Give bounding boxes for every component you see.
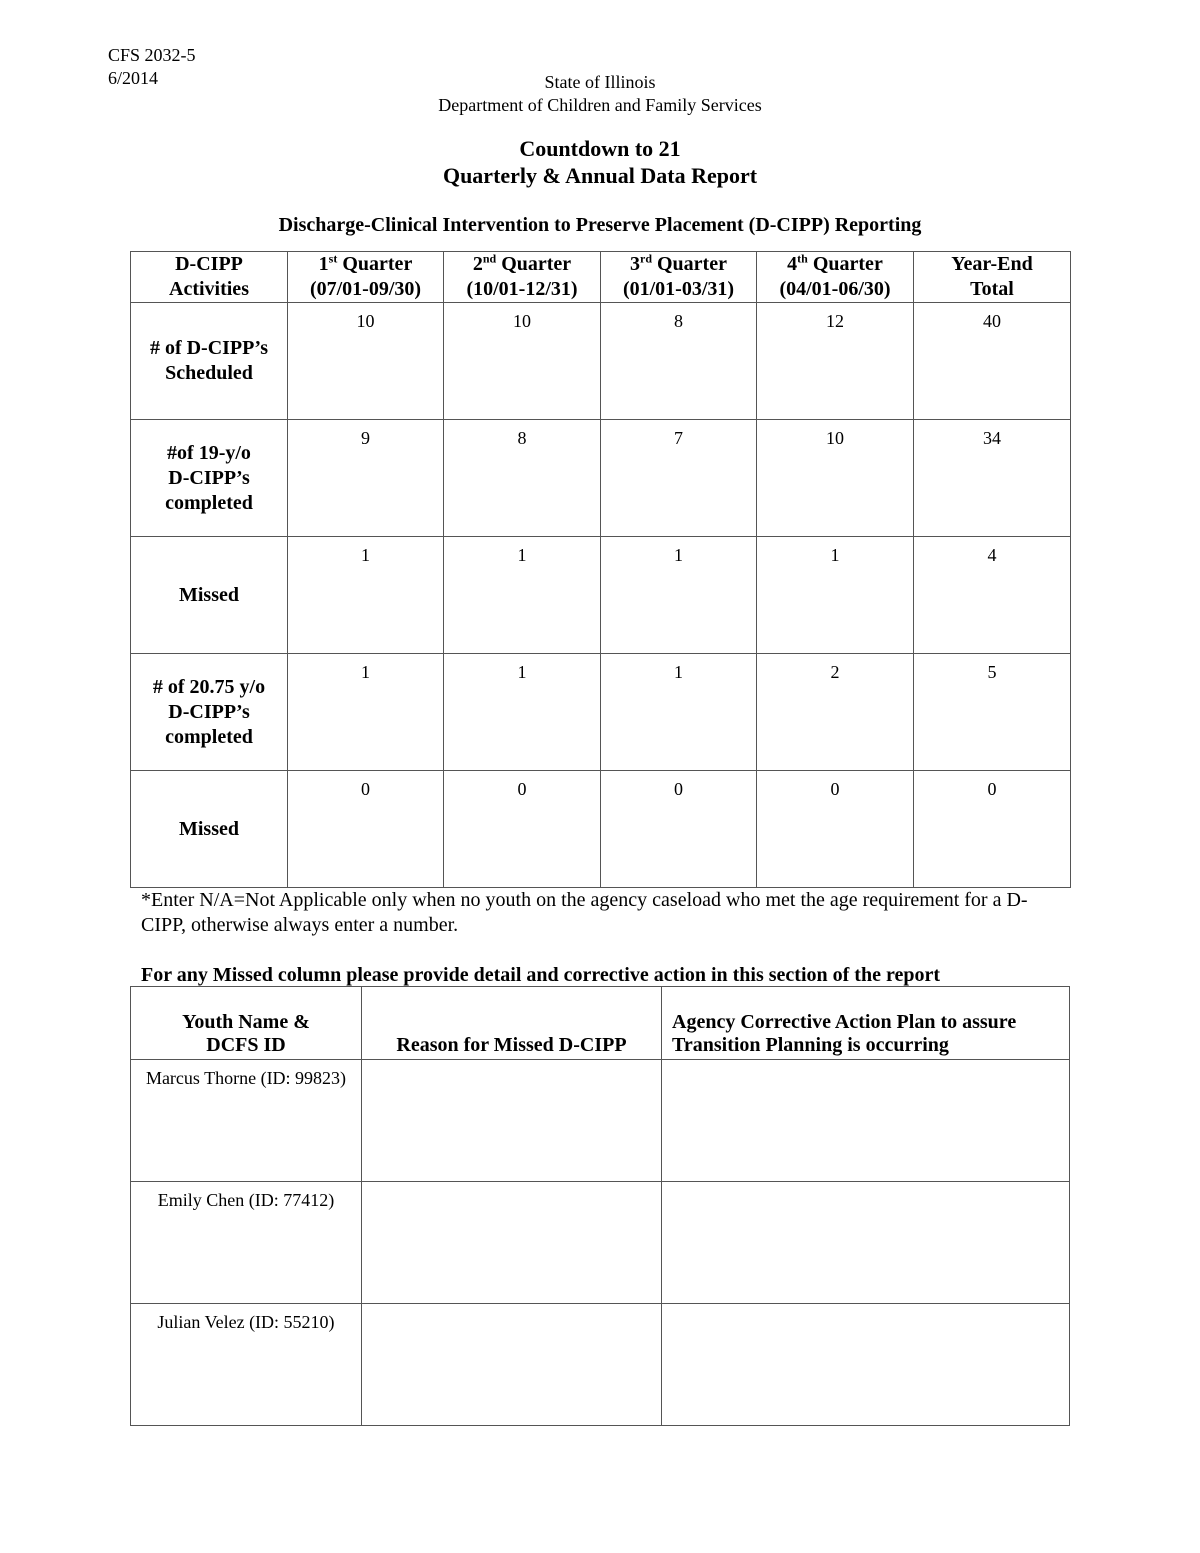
cell-value[interactable]: 7 [601, 420, 757, 537]
plan-cell[interactable] [662, 1304, 1070, 1426]
cell-value[interactable]: 10 [288, 303, 444, 420]
cell-value[interactable]: 9 [288, 420, 444, 537]
youth-cell[interactable]: Emily Chen (ID: 77412) [131, 1182, 362, 1304]
cell-value[interactable]: 0 [288, 771, 444, 888]
cell-value[interactable]: 8 [444, 420, 601, 537]
cell-value[interactable]: 34 [914, 420, 1071, 537]
cell-value[interactable]: 5 [914, 654, 1071, 771]
table-row [131, 420, 1071, 537]
cell-value[interactable]: 10 [444, 303, 601, 420]
col-header-q2: 2nd Quarter (10/01-12/31) [444, 252, 601, 303]
cell-value[interactable]: 1 [601, 537, 757, 654]
table-row [131, 654, 1071, 771]
cell-value[interactable]: 10 [757, 420, 914, 537]
cell-value[interactable]: 4 [914, 537, 1071, 654]
report-title [0, 135, 1200, 189]
dcipp-section-title: Discharge-Clinical Intervention to Preserve Placement (D-CIPP) Reporting [278, 214, 922, 236]
cell-value[interactable]: 1 [444, 537, 601, 654]
cell-value[interactable]: 1 [288, 537, 444, 654]
col-header-total: Year-End Total [914, 252, 1071, 303]
plan-cell[interactable] [662, 1060, 1070, 1182]
col-header-plan: Agency Corrective Action Plan to assure Transition Planning is occurring [662, 987, 1070, 1060]
cell-value[interactable]: 8 [601, 303, 757, 420]
department-name: Department of Children and Family Services [438, 95, 762, 115]
cell-value[interactable]: 1 [444, 654, 601, 771]
col-header-q1: 1st Quarter (07/01-09/30) [288, 252, 444, 303]
title-line-2: Quarterly & Annual Data Report [442, 163, 758, 188]
col-header-q4: 4th Quarter (04/01-06/30) [757, 252, 914, 303]
reason-cell[interactable] [362, 1182, 662, 1304]
dcipp-table [130, 251, 1071, 888]
form-date: 6/2014 [108, 68, 159, 88]
youth-cell[interactable]: Julian Velez (ID: 55210) [131, 1304, 362, 1426]
row-label: # of 20.75 y/o D-CIPP’s completed [131, 654, 288, 771]
row-label: #of 19-y/o D-CIPP’s completed [131, 420, 288, 537]
table-row [131, 1304, 1070, 1426]
agency-header [0, 71, 1200, 117]
row-label: Missed [131, 537, 288, 654]
cell-value[interactable]: 40 [914, 303, 1071, 420]
dcipp-header-row [131, 252, 1071, 303]
table-row [131, 1182, 1070, 1304]
cell-value[interactable]: 1 [757, 537, 914, 654]
col-header-reason: Reason for Missed D-CIPP [362, 987, 662, 1060]
reason-cell[interactable] [362, 1304, 662, 1426]
cell-value[interactable]: 0 [444, 771, 601, 888]
missed-header-row [131, 987, 1070, 1060]
cell-value[interactable]: 1 [601, 654, 757, 771]
table-row [131, 771, 1071, 888]
na-note: *Enter N/A=Not Applicable only when no youth on the agency caseload who met the age requirement for a D-CIPP, otherwise always enter a number. [141, 889, 1028, 936]
row-label: # of D-CIPP’s Scheduled [131, 303, 288, 420]
missed-section-heading: For any Missed column please provide detail and corrective action in this section of the report [141, 964, 941, 986]
title-line-1: Countdown to 21 [519, 136, 681, 161]
col-header-youth: Youth Name & DCFS ID [131, 987, 362, 1060]
row-label: Missed [131, 771, 288, 888]
youth-cell[interactable]: Marcus Thorne (ID: 99823) [131, 1060, 362, 1182]
table-row [131, 537, 1071, 654]
cell-value[interactable]: 0 [914, 771, 1071, 888]
plan-cell[interactable] [662, 1182, 1070, 1304]
cell-value[interactable]: 0 [601, 771, 757, 888]
col-header-q3: 3rd Quarter (01/01-03/31) [601, 252, 757, 303]
reason-cell[interactable] [362, 1060, 662, 1182]
col-header-activities: D-CIPP Activities [131, 252, 288, 303]
form-number: CFS 2032-5 [108, 45, 196, 65]
cell-value[interactable]: 1 [288, 654, 444, 771]
table-row [131, 1060, 1070, 1182]
missed-detail-table [130, 986, 1070, 1426]
table-row [131, 303, 1071, 420]
state-name: State of Illinois [544, 72, 656, 92]
cell-value[interactable]: 12 [757, 303, 914, 420]
cell-value[interactable]: 0 [757, 771, 914, 888]
cell-value[interactable]: 2 [757, 654, 914, 771]
